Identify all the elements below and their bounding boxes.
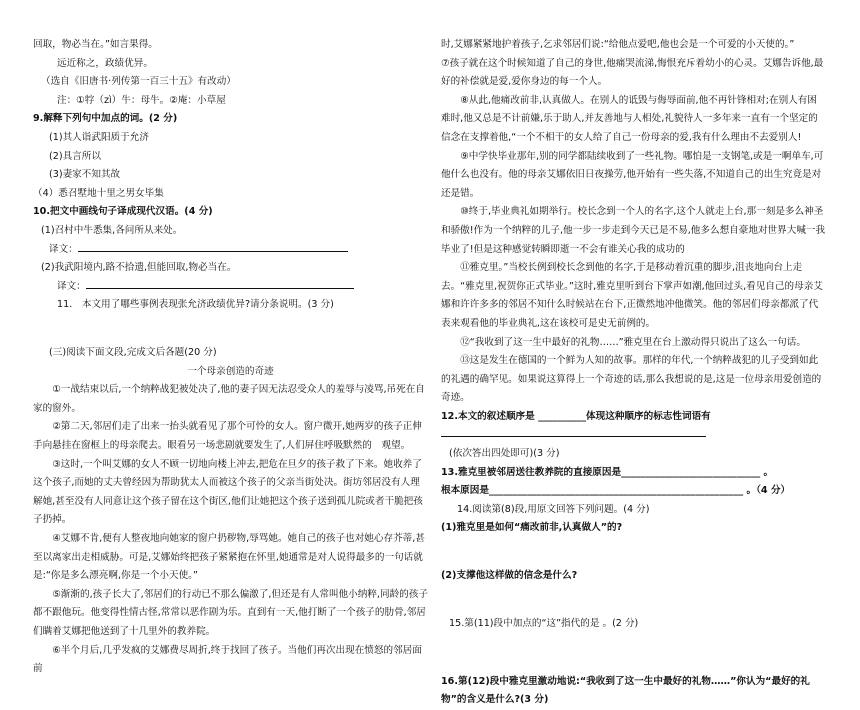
line-text: (2)我武阳境内,路不拾遗,但能回取,物必当在。 bbox=[41, 262, 237, 274]
text-line bbox=[441, 36, 826, 55]
text-line bbox=[441, 673, 826, 710]
line-text: （选自《旧唐书·列传第一百三十五》有改动） bbox=[41, 76, 236, 88]
line-text: (依次答出四处即可)(3 分) bbox=[449, 448, 560, 460]
line-text: (1)召村中牛悉集,各问所从来处。 bbox=[41, 224, 183, 236]
text-line bbox=[33, 586, 428, 642]
line-text: 15.第(11)段中加点的“这”指代的是 。(2 分) bbox=[449, 618, 639, 629]
text-line bbox=[33, 36, 428, 55]
text-line bbox=[33, 259, 428, 278]
text-line bbox=[33, 129, 428, 148]
text-line bbox=[441, 203, 826, 259]
line-text: （4）悉召墅地十里之男女毕集 bbox=[33, 187, 164, 199]
line-text: ⑦孩子就在这个时候知道了自己的身世,他痛哭流涕,悔恨充斥着幼小的心灵。艾娜告诉他,最好的补偿就是爱,爱你身边的每一个人。 bbox=[441, 57, 824, 88]
answer-line bbox=[441, 426, 706, 437]
text-line bbox=[33, 185, 428, 204]
line-text: (1)雅克里是如何“痛改前非,认真做人”的? bbox=[441, 522, 623, 534]
text-line bbox=[33, 363, 428, 382]
answer-space bbox=[441, 643, 826, 663]
text-line bbox=[33, 278, 428, 297]
text-line bbox=[441, 567, 826, 586]
line-text: ⑩终于,毕业典礼如期举行。校长念到一个人的名字,这个人就走上台,那一刻是多么神圣和骄傲!作为一个纳粹的儿子,他一步一步走到今天已是不易,他多么想自豪地对世界大喊一我毕业了!但是这种感觉转瞬即逝一不会有谁关心我的成功的 bbox=[441, 206, 826, 255]
text-line bbox=[441, 615, 826, 634]
line-text: ①一战结束以后,一个纳粹战犯被处决了,他的妻子因无法忍受众人的羞辱与凌骂,吊死在自家的窗外。 bbox=[33, 384, 425, 414]
text-line bbox=[441, 92, 826, 148]
line-text: 11. 本文用了哪些事例表现张允济政绩优异?请分条说明。(3 分) bbox=[57, 299, 334, 311]
text-line bbox=[33, 73, 428, 92]
answer-line bbox=[86, 278, 354, 289]
line-text: ⑥半个月后,几乎发疯的艾娜费尽周折,终于找回了孩子。当他们再次出现在愤怒的邻居面前 bbox=[33, 644, 422, 675]
line-text: 译文： bbox=[57, 280, 86, 292]
line-text: 一个母亲创造的奇迹 bbox=[187, 365, 274, 377]
text-line bbox=[33, 381, 428, 418]
text-line bbox=[33, 418, 428, 455]
right-column bbox=[441, 36, 826, 710]
text-line bbox=[441, 501, 826, 520]
answer-space bbox=[441, 595, 826, 605]
text-line bbox=[33, 241, 428, 260]
line-text: ⑨中学快毕业那年,别的同学都陆续收到了一些礼物。哪怕是一支钢笔,或是一啊单车,可他什么也没有。他的母亲艾娜依旧日夜操劳,他开始有一些失落,不知道自己的出生究竟是对还是错。 bbox=[441, 150, 824, 199]
line-text: 9.解释下列句中加点的词。(2 分) bbox=[33, 113, 178, 125]
line-text: 远近称之，政绩优异。 bbox=[57, 57, 153, 69]
text-line bbox=[441, 334, 826, 353]
line-text: (1)其人诣武阳质于允济 bbox=[49, 131, 149, 143]
line-text: ③这时,一个叫艾娜的女人不顾一切地向楼上冲去,把危在旦夕的孩子救了下来。她收养了这个孩子,而她的丈夫曾经因为帮助犹太人而被这个孩子的父亲当街处决。街坊邻居没有人理解她,甚至没有人同意让这个孩子留在这个街区,他们让她把这个孩子送到孤儿院或者干脆把孩子扔掉。 bbox=[33, 458, 423, 526]
text-line bbox=[441, 259, 826, 333]
line-text: 16.第(12)段中雅克里激动地说:“我收到了这一生中最好的礼物……”你认为“最好的礼物”的含义是什么?(3 分) bbox=[441, 675, 810, 706]
text-line bbox=[441, 55, 826, 92]
line-text: ④艾娜不肯,便有人整夜地向她家的窗户扔秽物,辱骂她。她自己的孩子也对她心存芥蒂,甚至以离家出走相威胁。可是,艾娜始终把孩子紧紧抱在怀里,她通常是对人说得最多的一句话就是:“你是多么漂亮啊,你是一个小天使。” bbox=[33, 533, 425, 582]
line-text: 12.本文的叙述顺序是 __________体现这种顺序的标志性词语有 bbox=[441, 410, 711, 422]
answer-space bbox=[33, 325, 428, 335]
text-line bbox=[441, 408, 826, 445]
line-text: 14.阅读第(8)段,用原文回答下列问题。(4 分) bbox=[457, 503, 650, 515]
text-line bbox=[33, 456, 428, 530]
line-text: ⑧从此,他痛改前非,认真做人。在别人的诋毁与侮辱面前,他不再针锋相对;在别人有困难时,他又总是不计前嫌,乐于助人,并友善地与人相处,礼貌待人一多年来一直有一个坚定的信念在支撑着他,“一个不相干的女人给了自己一份母亲的爱,我有什么理由不去爱别人! bbox=[441, 94, 818, 143]
line-text: 10.把文中画线句子译成现代汉语。(4 分) bbox=[33, 206, 213, 218]
answer-line bbox=[78, 241, 348, 252]
line-text: 回取，物必当在。”如言果得。 bbox=[33, 39, 158, 50]
line-text: ⑫“我收到了这一生中最好的礼物……”雅克里在台上激动得只说出了这么一句话。 bbox=[460, 336, 806, 348]
text-line bbox=[33, 642, 428, 679]
text-line bbox=[33, 203, 428, 222]
text-line bbox=[33, 530, 428, 586]
text-line bbox=[33, 55, 428, 74]
line-text: (3)妻家不知其故 bbox=[49, 169, 121, 181]
text-line bbox=[33, 148, 428, 167]
answer-space bbox=[441, 548, 826, 558]
text-line bbox=[441, 519, 826, 538]
line-text: ⑪雅克里。”当校长例到校长念到他的名字,于是移动着沉重的脚步,沮丧地向台上走去。“雅克里,祝贺你正式毕业。”这时,雅克里听到台下掌声如潮,他回过头,看见自己的母亲艾娜和许许多多的邻居不知什么时候站在台下,正微然地冲他微笑。他的邻居们母亲都派了代表来观看他的毕业典礼,这在该校可是史无前例的。 bbox=[441, 262, 823, 329]
text-line bbox=[441, 482, 826, 501]
line-text: ②第二天,邻居们走了出来一抬头就看见了那个可怜的女人。窗户微开,她两岁的孩子正伸手向悬挂在窗框上的母亲爬去。眼看另一场悲剧就要发生了,人们屏住呼吸默然的 观望。 bbox=[33, 421, 422, 452]
text-line bbox=[33, 344, 428, 363]
text-line bbox=[441, 352, 826, 408]
text-line bbox=[33, 222, 428, 241]
line-text: ⑬这是发生在德国的一个鲜为人知的故事。那样的年代,一个纳粹战犯的儿子受到如此的礼遇的确罕见。如果说这算得上一个奇迹的话,那么我想说的是,这是一位母亲用爱创造的奇迹。 bbox=[441, 355, 822, 404]
left-column bbox=[33, 36, 428, 679]
line-text: 时,艾娜紧紧地护着孩子,乞求邻居们说:“给他点爱吧,他也会是一个可爱的小天使的。” bbox=[441, 39, 795, 50]
text-line bbox=[33, 166, 428, 185]
line-text: 根本原因是_____________________________________________________ 。（4 分） bbox=[441, 485, 791, 497]
text-line bbox=[33, 110, 428, 129]
line-text: 译文： bbox=[49, 243, 78, 255]
text-line bbox=[33, 296, 428, 315]
line-text: ⑤渐渐的,孩子长大了,邻居们的行动已不那么偏激了,但还是有人常叫他小纳粹,同龄的孩子都不跟他玩。他变得性情古怪,常常以恶作剧为乐。直到有一天,他打断了一个孩子的肋骨,邻居们瞒着艾娜把他送到了十几里外的教养院。 bbox=[33, 588, 428, 637]
line-text: (2)支撑他这样做的信念是什么? bbox=[441, 570, 578, 582]
text-line bbox=[441, 148, 826, 204]
line-text: (三)阅读下面文段,完成文后各题(20 分) bbox=[49, 347, 217, 359]
line-text: 注：①牸（zì）牛：母牛。②庵：小草屋 bbox=[57, 94, 226, 106]
text-line bbox=[441, 445, 826, 464]
text-line bbox=[33, 92, 428, 111]
line-text: (2)具言所以 bbox=[49, 150, 101, 162]
text-line bbox=[441, 464, 826, 483]
line-text: 13.雅克里被邻居送往教养院的直接原因是_____________________________ 。 bbox=[441, 466, 774, 478]
